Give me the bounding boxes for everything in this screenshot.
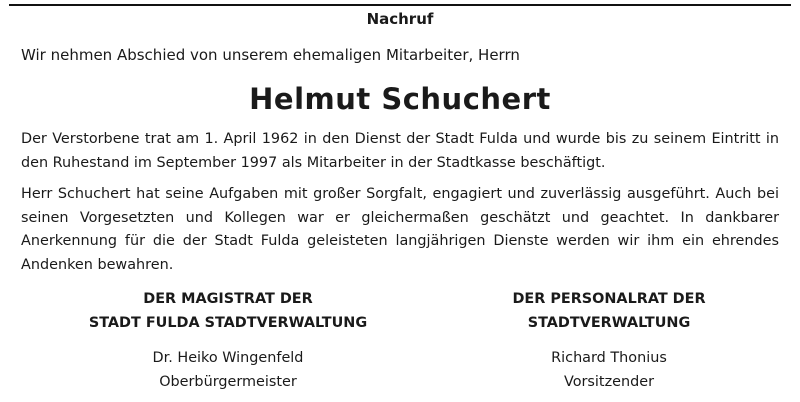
signatory-org-line2: STADTVERWALTUNG <box>527 315 691 331</box>
signature-block-personalrat <box>439 287 779 394</box>
signatory-person: Richard Thonius <box>551 350 667 366</box>
signature-block-magistrat <box>58 287 398 394</box>
deceased-name: Helmut Schuchert <box>249 82 551 116</box>
notice-heading: Nachruf <box>366 10 434 28</box>
intro-line: Wir nehmen Abschied von unserem ehemaligen Mitarbeiter, Herrn <box>21 46 520 64</box>
signatory-title: Oberbürgermeister <box>159 374 297 390</box>
signatory-org-line1: DER PERSONALRAT DER <box>512 291 706 307</box>
top-rule <box>9 4 791 6</box>
service-paragraph: Der Verstorbene trat am 1. April 1962 in den Dienst der Stadt Fulda und wurde bis zu seinem Eintritt in den Ruhestand im September 1997 als Mitarbeiter in der Stadtkasse beschäftigt. <box>21 131 779 171</box>
signatory-org-line1: DER MAGISTRAT DER <box>143 291 313 307</box>
signatory-title: Vorsitzender <box>563 374 655 390</box>
tribute-paragraph: Herr Schuchert hat seine Aufgaben mit großer Sorgfalt, engagiert und zuverlässig ausgeführt. Auch bei seinen Vorgesetzten und Kollegen war er gleichermaßen geschätzt und geachtet. In dankbarer Anerkennung für die der Stadt Fulda geleisteten langjährigen Dienste werden wir ihm ein ehrendes Andenken bewahren. <box>21 186 779 273</box>
signatory-person: Dr. Heiko Wingenfeld <box>152 350 304 366</box>
signatory-org-line2: STADT FULDA STADTVERWALTUNG <box>88 315 368 331</box>
